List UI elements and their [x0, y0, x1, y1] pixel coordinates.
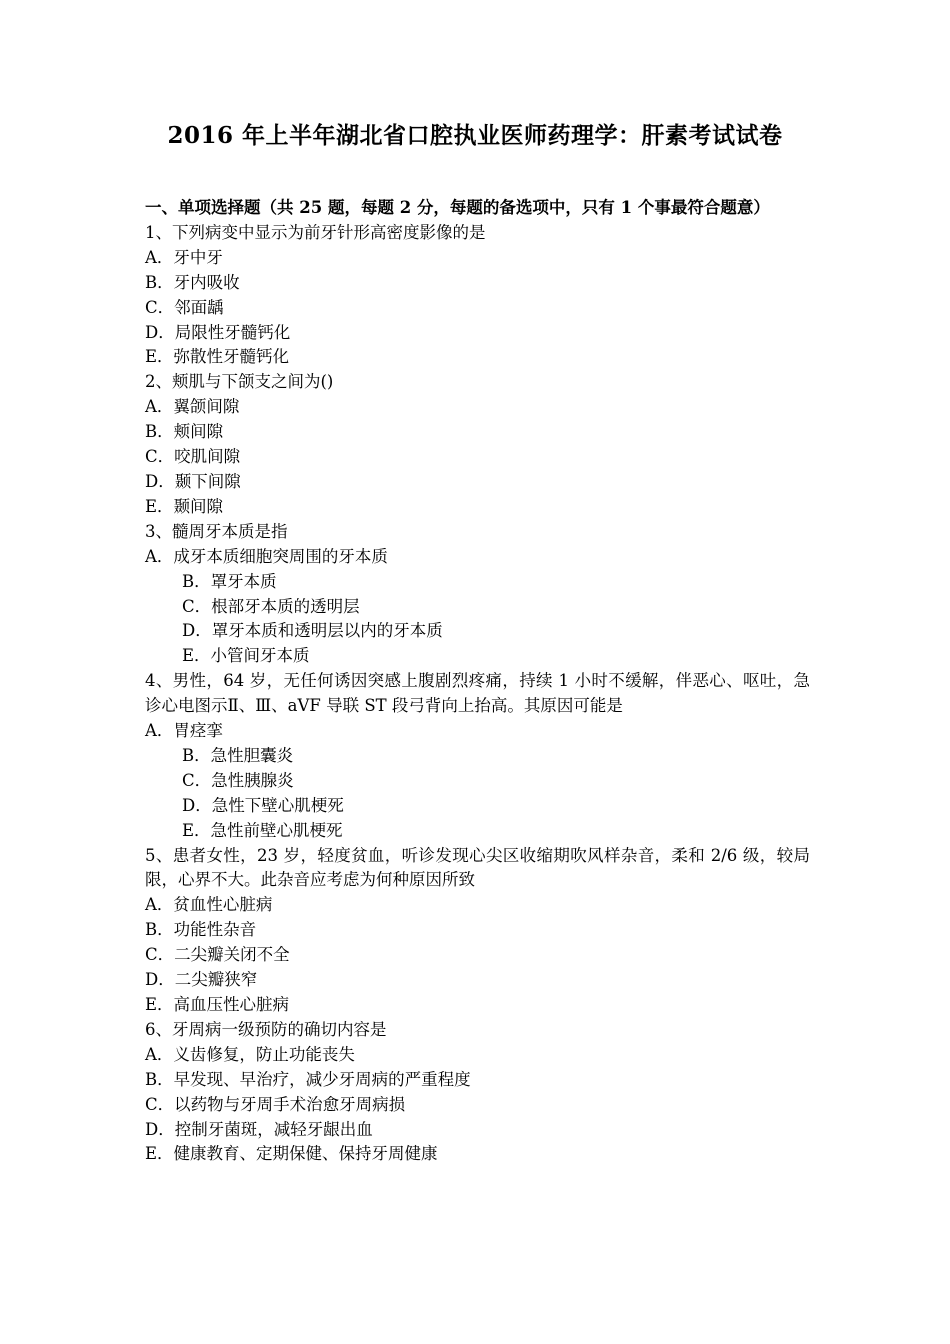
- answer-option: E．急性前壁心肌梗死: [182, 820, 343, 840]
- answer-option: A．胃痉挛: [145, 721, 223, 741]
- answer-option: E．颞间隙: [145, 496, 224, 516]
- answer-option: C．邻面龋: [145, 297, 224, 317]
- answer-option: A．义齿修复，防止功能丧失: [145, 1044, 355, 1064]
- answer-option: D．急性下壁心肌梗死: [182, 795, 344, 815]
- answer-option: E．高血压性心脏病: [145, 995, 290, 1014]
- question-list: [145, 221, 810, 1167]
- answer-option: A．翼颌间隙: [145, 397, 240, 417]
- answer-option: B．功能性杂音: [145, 920, 257, 940]
- answer-option: A．成牙本质细胞突周围的牙本质: [145, 546, 388, 566]
- answer-option: D．控制牙菌斑，减轻牙龈出血: [145, 1119, 373, 1139]
- question-stem: 5、患者女性，23 岁，轻度贫血，听诊发现心尖区收缩期吹风样杂音，柔和 2/6 级，较局限，心界不大。此杂音应考虑为何种原因所致: [145, 845, 810, 890]
- answer-option: C．二尖瓣关闭不全: [145, 945, 290, 965]
- answer-option: D．罩牙本质和透明层以内的牙本质: [182, 621, 443, 641]
- question-stem: 3、髓周牙本质是指: [145, 521, 288, 541]
- answer-option: C．以药物与牙周手术治愈牙周病损: [145, 1094, 406, 1114]
- document-body: [145, 196, 810, 1167]
- answer-option: B．早发现、早治疗，减少牙周病的严重程度: [145, 1069, 471, 1089]
- answer-option: B．牙内吸收: [145, 272, 240, 292]
- answer-option: E．弥散性牙髓钙化: [145, 347, 290, 367]
- answer-option: E．小管间牙本质: [182, 646, 310, 666]
- answer-option: B．急性胆囊炎: [182, 745, 294, 765]
- answer-option: B．颊间隙: [145, 422, 224, 442]
- answer-option: C．急性胰腺炎: [182, 770, 294, 790]
- question-stem: 4、男性，64 岁，无任何诱因突感上腹剧烈疼痛，持续 1 小时不缓解，伴恶心、呕吐，急诊心电图示Ⅱ、Ⅲ、aVF 导联 ST 段弓背向上抬高。其原因可能是: [145, 671, 810, 716]
- question-stem: 2、颊肌与下颌支之间为(): [145, 372, 334, 392]
- document-title: 2016 年上半年湖北省口腔执业医师药理学：肝素考试试卷: [167, 122, 783, 149]
- answer-option: A．牙中牙: [145, 247, 223, 267]
- answer-option: D．二尖瓣狭窄: [145, 970, 258, 990]
- question-stem: 1、下列病变中显示为前牙针形高密度影像的是: [145, 222, 486, 242]
- answer-option: D．颞下间隙: [145, 471, 241, 491]
- section-header: 一、单项选择题（共 25 题，每题 2 分，每题的备选项中，只有 1 个事最符合题意）: [145, 198, 770, 217]
- answer-option: D．局限性牙髓钙化: [145, 322, 291, 342]
- answer-option: C．根部牙本质的透明层: [182, 596, 360, 616]
- question-stem: 6、牙周病一级预防的确切内容是: [145, 1019, 387, 1039]
- answer-option: A．贫血性心脏病: [145, 895, 273, 915]
- answer-option: C．咬肌间隙: [145, 447, 241, 467]
- answer-option: B．罩牙本质: [182, 571, 277, 591]
- answer-option: E．健康教育、定期保健、保持牙周健康: [145, 1144, 438, 1164]
